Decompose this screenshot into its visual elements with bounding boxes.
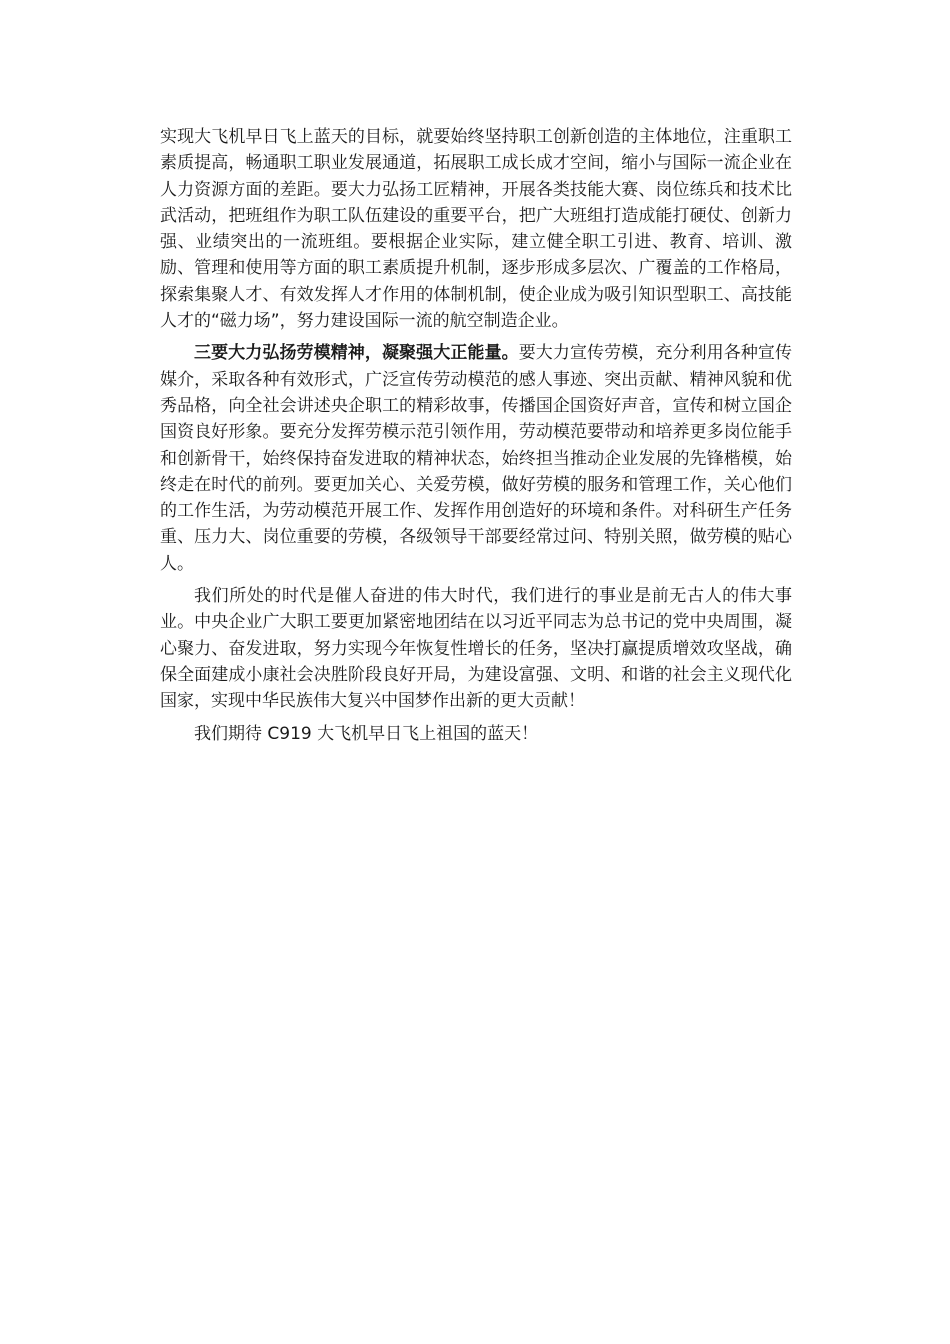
paragraph-3 bbox=[160, 583, 792, 714]
paragraph-3-text: 我们所处的时代是催人奋进的伟大时代，我们进行的事业是前无古人的伟大事业。中央企业广大职工要更加紧密地团结在以习近平同志为总书记的党中央周围，凝心聚力、奋发进取，努力实现今年恢复性增长的任务，坚决打赢提质增效攻坚战，确保全面建成小康社会决胜阶段良好开局，为建设富强、文明、和谐的社会主义现代化国家，实现中华民族伟大复兴中国梦作出新的更大贡献！ bbox=[160, 586, 792, 712]
paragraph-4 bbox=[160, 721, 792, 747]
paragraph-1-text: 实现大飞机早日飞上蓝天的目标，就要始终坚持职工创新创造的主体地位，注重职工素质提高，畅通职工职业发展通道，拓展职工成长成才空间，缩小与国际一流企业在人力资源方面的差距。要大力弘扬工匠精神，开展各类技能大赛、岗位练兵和技术比武活动，把班组作为职工队伍建设的重要平台，把广大班组打造成能打硬仗、创新力强、业绩突出的一流班组。要根据企业实际，建立健全职工引进、教育、培训、激励、管理和使用等方面的职工素质提升机制，逐步形成多层次、广覆盖的工作格局，探索集聚人才、有效发挥人才作用的体制机制，使企业成为吸引知识型职工、高技能人才的“磁力场”，努力建设国际一流的航空制造企业。 bbox=[160, 127, 792, 332]
paragraph-2-text: 要大力宣传劳模，充分利用各种宣传媒介，采取各种有效形式，广泛宣传劳动模范的感人事迹、突出贡献、精神风貌和优秀品格，向全社会讲述央企职工的精彩故事，传播国企国资好声音，宣传和树立国企国资良好形象。要充分发挥劳模示范引领作用，劳动模范要带动和培养更多岗位能手和创新骨干，始终保持奋发进取的精神状态，始终担当推动企业发展的先锋楷模，始终走在时代的前列。要更加关心、关爱劳模，做好劳模的服务和管理工作，关心他们的工作生活，为劳动模范开展工作、发挥作用创造好的环境和条件。对科研生产任务重、压力大、岗位重要的劳模，各级领导干部要经常过问、特别关照，做劳模的贴心人。 bbox=[160, 343, 793, 574]
paragraph-2 bbox=[160, 340, 792, 577]
paragraph-4-text: 我们期待 C919 大飞机早日飞上祖国的蓝天！ bbox=[194, 723, 539, 744]
paragraph-1 bbox=[160, 124, 792, 334]
paragraph-2-lead: 三要大力弘扬劳模精神，凝聚强大正能量。 bbox=[194, 343, 519, 364]
document-body bbox=[160, 124, 792, 753]
